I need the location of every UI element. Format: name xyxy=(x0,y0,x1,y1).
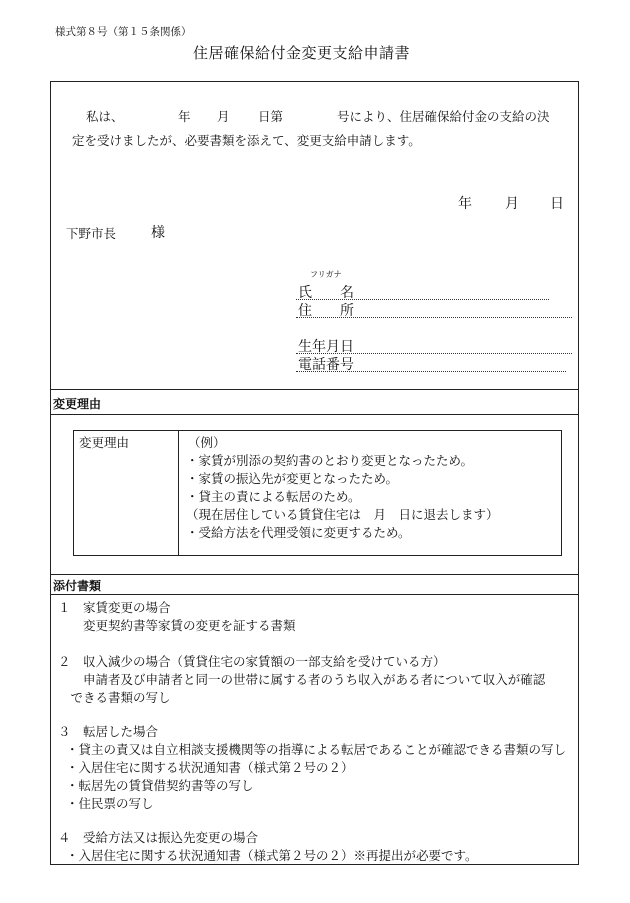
attachments-heading: 添付書類 xyxy=(53,579,102,593)
date-month: 月 xyxy=(505,196,519,212)
address-label: 住 所 xyxy=(298,303,354,319)
address-line xyxy=(296,317,572,318)
request-day: 日第 xyxy=(258,109,284,124)
attachment-line-11: ・入居住宅に関する状況通知書（様式第２号の２）※再提出が必要です。 xyxy=(66,848,478,863)
date-year: 年 xyxy=(458,196,472,212)
request-month: 月 xyxy=(217,109,230,124)
form-number: 様式第８号（第１５条関係） xyxy=(55,26,192,38)
attachment-line-5: ３ 転居した場合 xyxy=(58,724,159,739)
attachment-line-4: できる書類の写し xyxy=(58,690,171,705)
reason-example-5: ・受給方法を代理受領に変更するため。 xyxy=(186,525,411,540)
divider xyxy=(50,389,579,390)
attachment-line-10: ４ 受給方法又は振込先変更の場合 xyxy=(58,830,259,845)
attachment-line-9: ・住民票の写し xyxy=(66,796,154,811)
divider xyxy=(50,414,579,415)
divider xyxy=(50,574,579,575)
addressee-honorific: 様 xyxy=(151,225,165,241)
reason-example-2: ・家賃の振込先が変更となったため。 xyxy=(186,471,399,486)
phone-label: 電話番号 xyxy=(298,357,354,373)
attachment-line-6: ・貸主の責又は自立相談支援機関等の指導による転居であることが確認できる書類の写し xyxy=(66,742,567,757)
request-prefix: 私は、 xyxy=(86,109,124,124)
addressee-name: 下野市長 xyxy=(66,226,117,241)
request-year: 年 xyxy=(178,109,191,124)
furigana-label: フリガナ xyxy=(310,270,342,279)
divider xyxy=(50,594,579,595)
name-label: 氏 名 xyxy=(298,285,354,301)
attachment-line-7: ・入居住宅に関する状況通知書（様式第２号の２） xyxy=(66,760,354,775)
attachment-line-1: 変更契約書等家賃の変更を証する書類 xyxy=(58,618,296,633)
reason-example-4: （現在居住している賃貸住宅は 月 日に退去します） xyxy=(186,507,499,522)
reason-example-0: （例） xyxy=(188,435,226,450)
reason-example-3: ・貸主の責による転居のため。 xyxy=(186,489,361,504)
attachment-line-2: ２ 収入減少の場合（賃貸住宅の家賃額の一部支給を受けている方） xyxy=(58,654,446,669)
phone-line xyxy=(296,371,566,372)
reason-box-divider xyxy=(178,430,179,556)
date-day: 日 xyxy=(550,196,564,212)
reason-heading: 変更理由 xyxy=(53,397,102,411)
reason-example-1: ・家賃が別添の契約書のとおり変更となったため。 xyxy=(186,453,474,468)
request-line-2: 定を受けましたが、必要書類を添えて、変更支給申請します。 xyxy=(72,133,421,148)
reason-cell-label: 変更理由 xyxy=(79,435,130,450)
attachment-line-3: 申請者及び申請者と同一の世帯に属する者のうち収入がある者について収入が確認 xyxy=(58,672,546,687)
page-title: 住居確保給付金変更支給申請書 xyxy=(193,44,411,62)
request-number: 号により、住居確保給付金の支給の決 xyxy=(337,109,550,124)
birth-label: 生年月日 xyxy=(298,339,354,355)
attachment-line-0: １ 家賃変更の場合 xyxy=(58,600,171,615)
attachment-line-8: ・転居先の賃貸借契約書等の写し xyxy=(66,778,254,793)
